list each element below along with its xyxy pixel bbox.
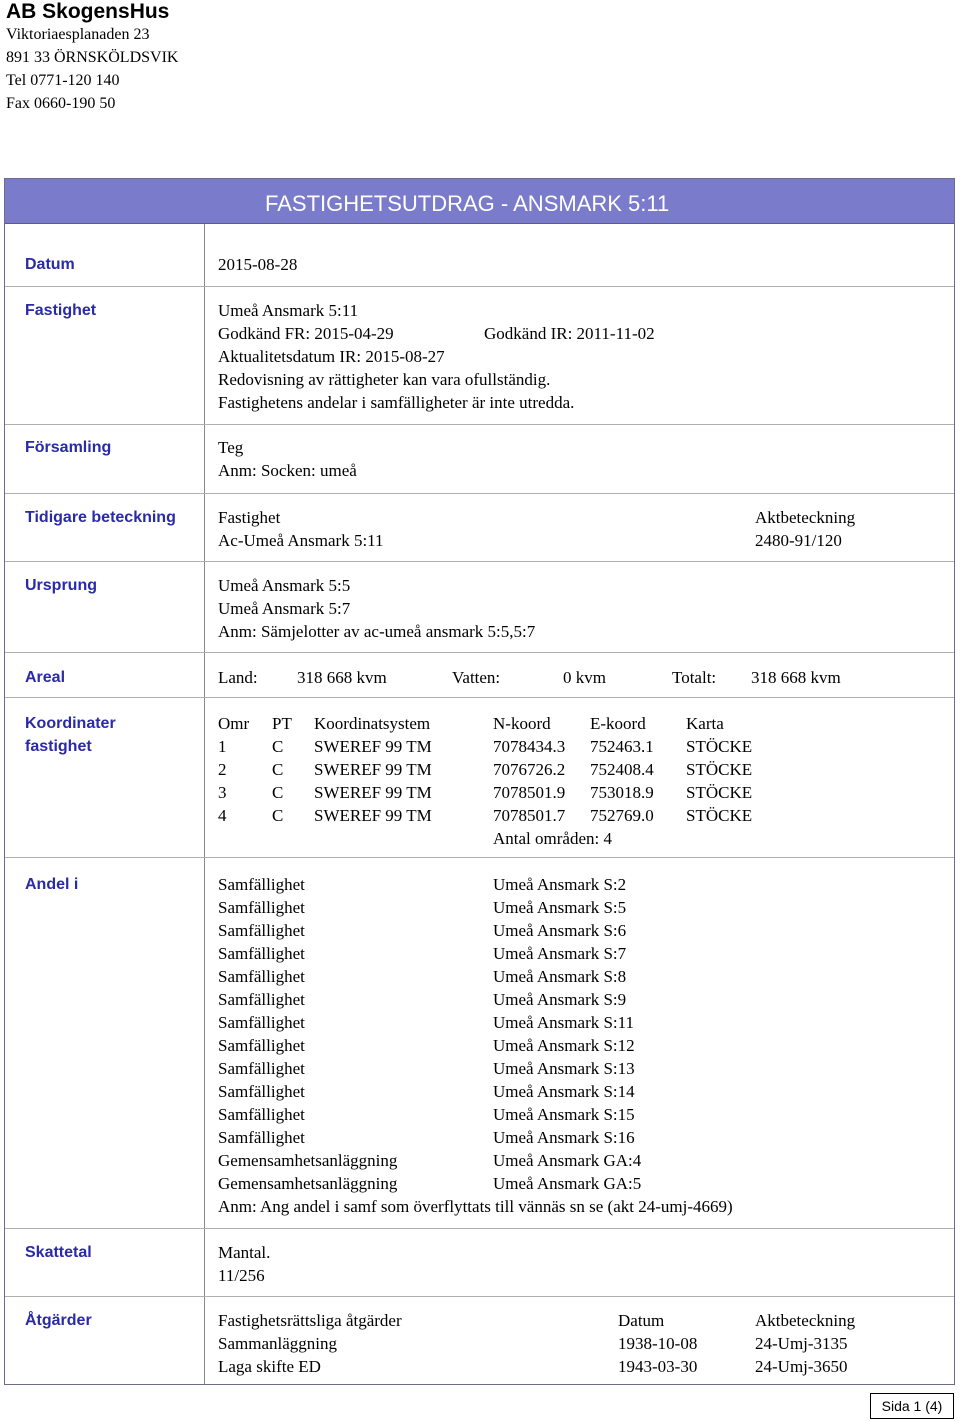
fastighet-note: Fastighetens andelar i samfälligheter är inte utredda. <box>218 393 575 412</box>
andel-type: Gemensamhetsanläggning <box>218 1174 398 1193</box>
koord-antal: Antal områden: 4 <box>493 829 612 848</box>
skattetal-line: Mantal. <box>218 1243 271 1262</box>
koord-header: E-koord <box>590 714 646 733</box>
andel-name: Umeå Ansmark S:7 <box>493 944 627 963</box>
label-datum: Datum <box>25 256 75 273</box>
atgarder-cell: 1943-03-30 <box>618 1357 698 1376</box>
label-andel-i: Andel i <box>25 876 79 893</box>
company-fax: Fax 0660-190 50 <box>6 95 116 112</box>
koord-cell: 7076726.2 <box>493 760 566 779</box>
andel-type: Samfällighet <box>218 1036 305 1055</box>
label-fastighet: Fastighet <box>25 302 97 319</box>
tidigare-header-akt: Aktbeteckning <box>755 508 856 527</box>
koord-cell: 7078501.9 <box>493 783 566 802</box>
ursprung-line: Umeå Ansmark 5:5 <box>218 576 351 595</box>
andel-name: Umeå Ansmark S:12 <box>493 1036 635 1055</box>
andel-name: Umeå Ansmark S:15 <box>493 1105 635 1124</box>
andel-name: Umeå Ansmark GA:4 <box>493 1151 642 1170</box>
andel-type: Samfällighet <box>218 990 305 1009</box>
section-divider <box>5 1296 954 1297</box>
datum-value: 2015-08-28 <box>218 255 298 274</box>
andel-note: Anm: Ang andel i samf som överflyttats till vännäs sn se (akt 24-umj-4669) <box>218 1197 733 1216</box>
section-divider <box>5 697 954 698</box>
label-atgarder: Åtgärder <box>25 1312 92 1329</box>
section-divider <box>5 1228 954 1229</box>
company-tel: Tel 0771-120 140 <box>6 72 120 89</box>
andel-type: Samfällighet <box>218 1082 305 1101</box>
label-forsamling: Församling <box>25 439 112 456</box>
page-title: FASTIGHETSUTDRAG - ANSMARK 5:11 <box>265 191 670 216</box>
koord-cell: C <box>272 737 284 756</box>
koord-header: Koordinatsystem <box>314 714 431 733</box>
company-header <box>6 0 178 115</box>
koord-cell: 752463.1 <box>590 737 654 756</box>
column-divider <box>204 224 205 1384</box>
koord-cell: 752769.0 <box>590 806 654 825</box>
koord-cell: SWEREF 99 TM <box>314 783 432 802</box>
label-ursprung: Ursprung <box>25 577 97 594</box>
atgarder-header: Fastighetsrättsliga åtgärder <box>218 1311 402 1330</box>
label-areal: Areal <box>25 669 66 686</box>
andel-name: Umeå Ansmark S:14 <box>493 1082 635 1101</box>
ursprung-line: Umeå Ansmark 5:7 <box>218 599 351 618</box>
koord-cell: SWEREF 99 TM <box>314 760 432 779</box>
koord-header: PT <box>272 714 292 733</box>
andel-name: Umeå Ansmark S:9 <box>493 990 627 1009</box>
atgarder-cell: Laga skifte ED <box>218 1357 321 1376</box>
koord-cell: C <box>272 783 284 802</box>
section-divider <box>5 561 954 562</box>
andel-type: Samfällighet <box>218 1105 305 1124</box>
fastighet-godkand-fr: Godkänd FR: 2015-04-29 <box>218 324 394 343</box>
atgarder-cell: 24-Umj-3650 <box>755 1357 848 1376</box>
tidigare-fastighet: Ac-Umeå Ansmark 5:11 <box>218 531 384 550</box>
koord-cell: 2 <box>218 760 227 779</box>
andel-type: Gemensamhetsanläggning <box>218 1151 398 1170</box>
koord-cell: 1 <box>218 737 227 756</box>
andel-name: Umeå Ansmark S:2 <box>493 875 627 894</box>
company-postal: 891 33 ÖRNSKÖLDSVIK <box>6 49 179 66</box>
label-skattetal: Skattetal <box>25 1244 92 1261</box>
koord-header: Omr <box>218 714 250 733</box>
koord-header: N-koord <box>493 714 551 733</box>
label-koordinater: Koordinater <box>25 715 116 732</box>
andel-type: Samfällighet <box>218 875 305 894</box>
company-address: Viktoriaesplanaden 23 <box>6 26 150 43</box>
andel-name: Umeå Ansmark S:11 <box>493 1013 635 1032</box>
atgarder-header: Aktbeteckning <box>755 1311 856 1330</box>
koord-cell: STÖCKE <box>686 806 753 825</box>
atgarder-cell: 1938-10-08 <box>618 1334 698 1353</box>
andel-type: Samfällighet <box>218 967 305 986</box>
koord-cell: 752408.4 <box>590 760 654 779</box>
andel-type: Samfällighet <box>218 1059 305 1078</box>
areal-totalt-label: Totalt: <box>672 668 717 687</box>
andel-name: Umeå Ansmark S:16 <box>493 1128 635 1147</box>
andel-name: Umeå Ansmark S:13 <box>493 1059 635 1078</box>
atgarder-cell: Sammanläggning <box>218 1334 337 1353</box>
section-divider <box>5 286 954 287</box>
koord-cell: 3 <box>218 783 227 802</box>
label-tidigare-beteckning: Tidigare beteckning <box>25 509 176 526</box>
areal-land-value: 318 668 kvm <box>297 668 387 687</box>
koord-cell: 7078434.3 <box>493 737 566 756</box>
areal-land-label: Land: <box>218 668 258 687</box>
andel-name: Umeå Ansmark GA:5 <box>493 1174 642 1193</box>
forsamling-note: Anm: Socken: umeå <box>218 461 357 480</box>
andel-type: Samfällighet <box>218 944 305 963</box>
koord-cell: STÖCKE <box>686 737 753 756</box>
andel-type: Samfällighet <box>218 1128 305 1147</box>
section-divider <box>5 857 954 858</box>
koord-cell: 4 <box>218 806 227 825</box>
koord-cell: 7078501.7 <box>493 806 566 825</box>
koord-cell: C <box>272 760 284 779</box>
andel-name: Umeå Ansmark S:6 <box>493 921 627 940</box>
tidigare-akt: 2480-91/120 <box>755 531 842 550</box>
koord-cell: STÖCKE <box>686 783 753 802</box>
section-divider <box>5 493 954 494</box>
section-divider <box>5 424 954 425</box>
andel-type: Samfällighet <box>218 921 305 940</box>
page-number: Sida 1 (4) <box>870 1393 954 1419</box>
skattetal-line: 11/256 <box>218 1266 265 1285</box>
fastighet-note: Redovisning av rättigheter kan vara ofullständig. <box>218 370 551 389</box>
koord-cell: C <box>272 806 284 825</box>
section-divider <box>5 652 954 653</box>
koord-header: Karta <box>686 714 724 733</box>
andel-name: Umeå Ansmark S:5 <box>493 898 627 917</box>
atgarder-header: Datum <box>618 1311 665 1330</box>
koord-cell: 753018.9 <box>590 783 654 802</box>
areal-vatten-value: 0 kvm <box>563 668 606 687</box>
fastighet-aktualitet: Aktualitetsdatum IR: 2015-08-27 <box>218 347 445 366</box>
company-name: AB SkogensHus <box>6 0 170 23</box>
koord-cell: SWEREF 99 TM <box>314 737 432 756</box>
areal-totalt-value: 318 668 kvm <box>751 668 841 687</box>
fastighet-name: Umeå Ansmark 5:11 <box>218 301 359 320</box>
forsamling-name: Teg <box>218 438 244 457</box>
atgarder-cell: 24-Umj-3135 <box>755 1334 848 1353</box>
koord-cell: STÖCKE <box>686 760 753 779</box>
ursprung-note: Anm: Sämjelotter av ac-umeå ansmark 5:5,5:7 <box>218 622 536 641</box>
andel-name: Umeå Ansmark S:8 <box>493 967 627 986</box>
areal-vatten-label: Vatten: <box>452 668 501 687</box>
tidigare-header-fastighet: Fastighet <box>218 508 281 527</box>
fastighet-godkand-ir: Godkänd IR: 2011-11-02 <box>484 324 655 343</box>
andel-type: Samfällighet <box>218 1013 305 1032</box>
andel-type: Samfällighet <box>218 898 305 917</box>
label-koordinater-fastighet: fastighet <box>25 738 92 755</box>
koord-cell: SWEREF 99 TM <box>314 806 432 825</box>
